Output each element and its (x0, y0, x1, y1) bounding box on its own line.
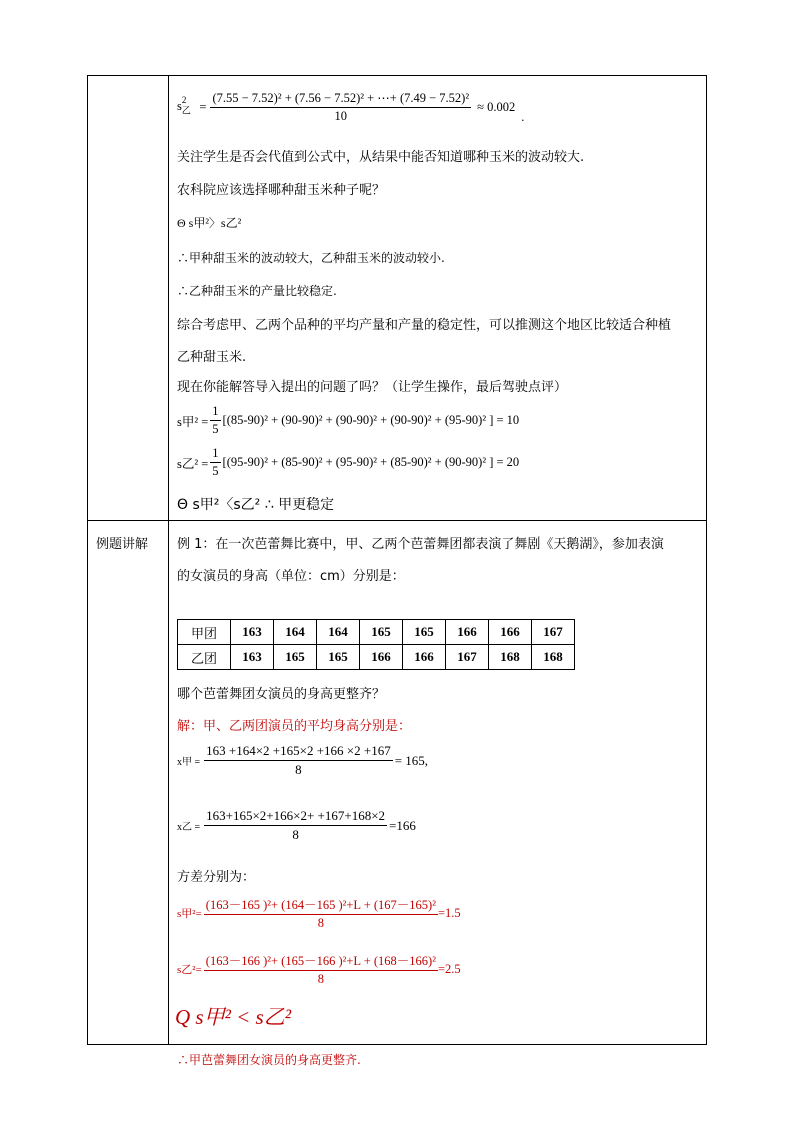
period: . (521, 109, 525, 124)
table-cell: 165 (360, 620, 403, 645)
table-cell: 165 (317, 645, 360, 670)
mean-yi-fraction: $\frac{163+165\times 2+166\times 2+ +167+168\times 2}{8}$ (206, 808, 386, 842)
label-cell (88, 521, 169, 1045)
equals-sign: = (199, 99, 207, 114)
question-heights: 哪个芭蕾舞团女演员的身高更整齐？ (177, 687, 386, 702)
example-text-b: 的女演员的身高（单位：cm）分别是： (177, 569, 405, 584)
variance-formula-yi (177, 90, 524, 124)
prompt-text: 现在你能解答导入提出的问题了吗？（让学生操作，最后驾驶点评） (177, 380, 568, 395)
final-conclusion: ∴甲芭蕾舞团女演员的身高更整齐. (177, 1053, 361, 1067)
approx-result: ≈ 0.002 (477, 99, 516, 114)
var-yi-lhs: s乙²= (177, 964, 202, 976)
formula-jia-lhs: s甲² = (177, 414, 209, 429)
question-text: 农科院应该选择哪种甜玉米种子呢？ (177, 183, 386, 198)
var-jia-lhs: s甲²= (177, 908, 202, 920)
formula-jia-body: [(85-90)² + (90-90)² + (90-90)² + (90-90)² + (95-90)² ] = 10 (222, 413, 520, 427)
one-fifth-fraction: $\frac{1}{5}$ (212, 404, 219, 436)
heights-table (177, 619, 575, 670)
table-cell: 166 (360, 645, 403, 670)
mean-jia-result: = 165, (394, 752, 429, 768)
formula-lhs: $s_乙^2$ (177, 95, 191, 116)
conclusion-2: ∴乙种甜玉米的产量比较稳定. (177, 284, 337, 298)
formula-yi-lhs: s乙² = (177, 456, 209, 471)
table-cell: 164 (317, 620, 360, 645)
var-jia-fraction: $\frac{\text{(163－165 )²+ (164－165 )²+L + (167－165)²}}{8}$ (204, 895, 438, 931)
variance-yi-formula (177, 951, 461, 987)
content-cell-bottom (169, 521, 707, 1067)
example-text-a: 例 1：在一次芭蕾舞比赛中，甲、乙两个芭蕾舞团都表演了舞剧《天鹅湖》，参加表演 (177, 537, 664, 552)
table-cell: 166 (489, 620, 532, 645)
comparison-2: Θ s甲²〈s乙² ∴ 甲更稳定 (177, 497, 335, 513)
table-row (178, 645, 575, 670)
table-cell: 168 (532, 645, 575, 670)
comparison-1: Θ s甲²〉s乙² (177, 216, 242, 230)
mean-yi-result: =166 (389, 817, 416, 833)
summary-line-b: 乙种甜玉米. (177, 350, 247, 365)
table-cell: 163 (231, 645, 274, 670)
mean-yi-lhs: x乙 = (177, 822, 201, 833)
table-cell: 163 (231, 620, 274, 645)
table-cell: 168 (489, 645, 532, 670)
var-jia-result: =1.5 (437, 905, 461, 920)
one-fifth-fraction: $\frac{1}{5}$ (212, 446, 219, 478)
focus-text: 关注学生是否会代值到公式中，从结果中能否知道哪种玉米的波动较大. (177, 150, 585, 165)
variance-fraction: $\frac{\text{(7.55 − 7.52)² + (7.56 − 7.52)² + ⋯+ (7.49 − 7.52)²}}{10}$ (212, 91, 470, 123)
table-cell: 167 (532, 620, 575, 645)
conclusion-1: ∴甲种甜玉米的波动较大，乙种甜玉米的波动较小. (177, 251, 445, 265)
empty-label-cell (88, 76, 169, 521)
summary-line-a: 综合考虑甲、乙两个品种的平均产量和产量的稳定性，可以推测这个地区比较适合种植 (177, 318, 672, 333)
table-cell: 165 (274, 645, 317, 670)
table-row (178, 620, 575, 645)
var-yi-fraction: $\frac{\text{(163－166 )²+ (165－166 )²+L + (168－166)²}}{8}$ (204, 951, 438, 987)
solution-intro: 解：甲、乙两团演员的平均身高分别是： (177, 719, 412, 734)
formula-jia (177, 404, 519, 437)
row-label: 甲团 (178, 620, 231, 645)
mean-yi-formula (177, 808, 416, 843)
lesson-table (87, 75, 707, 1067)
variance-jia-formula (177, 895, 461, 931)
var-yi-result: =2.5 (437, 961, 461, 976)
mean-jia-formula (177, 743, 428, 778)
formula-yi (177, 446, 519, 479)
variance-comparison: Q s甲² < s乙² (175, 1005, 292, 1029)
variance-intro: 方差分别为： (177, 870, 256, 885)
table-cell: 165 (403, 620, 446, 645)
table-cell: 166 (403, 645, 446, 670)
content-cell-top (169, 76, 707, 521)
row-label: 乙团 (178, 645, 231, 670)
table-cell: 166 (446, 620, 489, 645)
mean-jia-fraction: $\frac{163 +164\times 2 +165\times 2 +166 \times 2 +167}{8}$ (206, 743, 391, 777)
table-cell: 164 (274, 620, 317, 645)
table-cell: 167 (446, 645, 489, 670)
formula-yi-body: [(95-90)² + (85-90)² + (95-90)² + (85-90)² + (90-90)² ] = 20 (222, 455, 520, 469)
section-label: 例题讲解 (96, 537, 149, 552)
mean-jia-lhs: x甲 = (177, 757, 201, 768)
